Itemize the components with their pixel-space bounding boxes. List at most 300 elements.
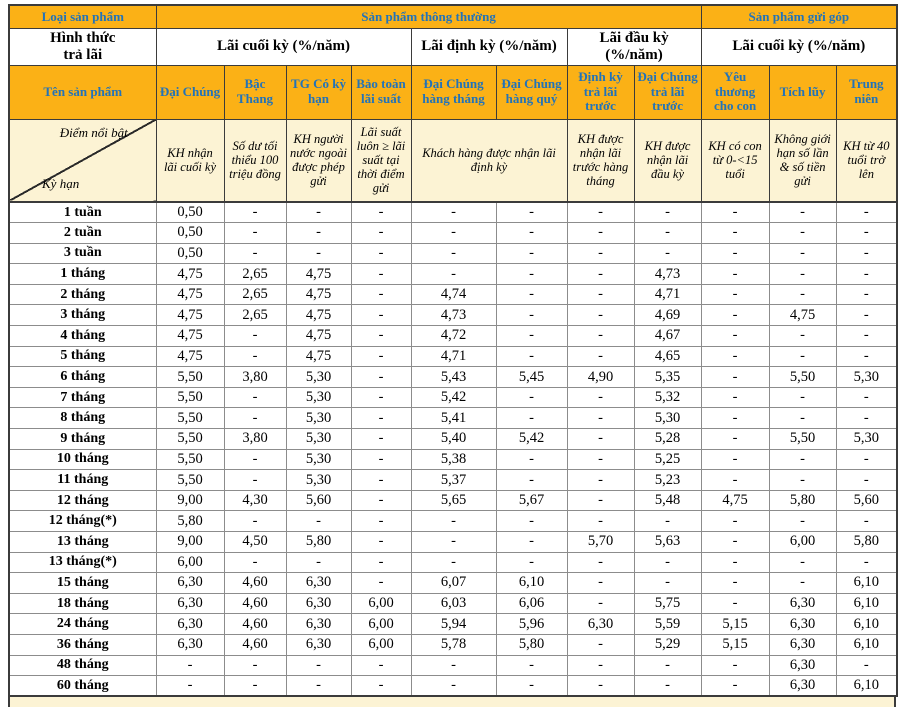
rate-cell: 5,38 [411, 449, 496, 470]
highlight-bao-toan-lai-suat: Lãi suất luôn ≥ lãi suất tại thời điểm gửi [351, 119, 411, 202]
highlight-dai-chung: KH nhận lãi cuối kỳ [156, 119, 224, 202]
rate-cell: - [496, 470, 567, 491]
rate-cell: - [411, 511, 496, 532]
rate-cell: - [496, 223, 567, 244]
rate-cell: 5,65 [411, 490, 496, 511]
rate-cell: 0,50 [156, 202, 224, 223]
table-row [9, 243, 897, 264]
rate-cell: - [836, 264, 897, 285]
term-cell: 12 tháng(*) [9, 511, 156, 532]
rate-cell: - [567, 346, 634, 367]
highlight-dai-chung-tra-lai-truoc: KH được nhận lãi đầu kỳ [634, 119, 701, 202]
rate-cell: 6,10 [836, 634, 897, 655]
rate-cell: 5,78 [411, 634, 496, 655]
rate-cell: - [769, 552, 836, 573]
rate-cell: - [769, 326, 836, 347]
rate-cell: - [567, 511, 634, 532]
rate-cell: - [496, 264, 567, 285]
rate-cell: 2,65 [224, 264, 286, 285]
corner-cell [9, 119, 156, 202]
rate-cell: 4,75 [769, 305, 836, 326]
rate-cell: - [567, 305, 634, 326]
rate-cell: 5,25 [634, 449, 701, 470]
rate-cell: - [411, 223, 496, 244]
rate-cell: - [496, 408, 567, 429]
highlight-lai-dinh-ky: Khách hàng được nhận lãi định kỳ [411, 119, 567, 202]
rate-cell: - [351, 346, 411, 367]
rate-cell: 5,94 [411, 614, 496, 635]
rate-cell: - [411, 202, 496, 223]
term-cell: 3 tháng [9, 305, 156, 326]
rate-cell: 6,30 [769, 614, 836, 635]
rate-cell: - [634, 511, 701, 532]
header-product-type-label: Loại sản phẩm [9, 5, 156, 28]
rate-cell: - [769, 408, 836, 429]
rate-cell: - [701, 284, 769, 305]
rate-cell: 0,50 [156, 223, 224, 244]
rate-cell: 5,50 [769, 367, 836, 388]
rate-cell: - [634, 573, 701, 594]
rate-cell: - [701, 655, 769, 676]
rate-cell: 6,00 [351, 634, 411, 655]
rate-cell: 4,71 [634, 284, 701, 305]
rate-cell: - [286, 223, 351, 244]
rate-cell: - [567, 470, 634, 491]
rate-cell: - [836, 387, 897, 408]
rate-cell: - [351, 676, 411, 697]
rate-cell: - [496, 511, 567, 532]
term-cell: 5 tháng [9, 346, 156, 367]
table-row [9, 326, 897, 347]
header-product-dinh-ky-tra-lai-truoc: Định kỳ trả lãi trước [567, 65, 634, 119]
interest-rate-table [8, 4, 898, 697]
rate-cell: - [769, 284, 836, 305]
rate-cell: - [567, 593, 634, 614]
rate-cell: - [496, 655, 567, 676]
rate-cell: 5,37 [411, 470, 496, 491]
rate-cell: 5,30 [286, 470, 351, 491]
rate-cell: - [701, 326, 769, 347]
rate-cell: 4,73 [634, 264, 701, 285]
rate-cell: - [351, 408, 411, 429]
table-row [9, 511, 897, 532]
rate-cell: - [286, 552, 351, 573]
rate-cell: - [411, 676, 496, 697]
rate-cell: - [411, 655, 496, 676]
rate-cell: - [156, 655, 224, 676]
rate-cell: - [224, 202, 286, 223]
term-cell: 1 tuần [9, 202, 156, 223]
rate-cell: 5,67 [496, 490, 567, 511]
rate-cell: 5,50 [156, 367, 224, 388]
rate-cell: 5,63 [634, 532, 701, 553]
rate-cell: 5,50 [769, 429, 836, 450]
term-cell: 6 tháng [9, 367, 156, 388]
rate-cell: 5,80 [836, 532, 897, 553]
rate-cell: - [836, 408, 897, 429]
rate-cell: - [224, 223, 286, 244]
rate-cell: - [836, 202, 897, 223]
rate-cell: - [224, 449, 286, 470]
term-cell: 15 tháng [9, 573, 156, 594]
rate-cell: - [351, 511, 411, 532]
rate-cell: 5,80 [156, 511, 224, 532]
rate-cell: 5,30 [836, 429, 897, 450]
rate-cell: 4,67 [634, 326, 701, 347]
rate-cell: 5,30 [286, 408, 351, 429]
rate-cell: - [836, 223, 897, 244]
rate-cell: - [351, 284, 411, 305]
rate-cell: 5,23 [634, 470, 701, 491]
rate-cell: 5,45 [496, 367, 567, 388]
rate-cell: - [496, 552, 567, 573]
rate-cell: 4,73 [411, 305, 496, 326]
term-cell: 24 tháng [9, 614, 156, 635]
rate-cell: 6,07 [411, 573, 496, 594]
rate-cell: - [286, 243, 351, 264]
rate-cell: - [351, 243, 411, 264]
table-row [9, 614, 897, 635]
corner-term-label: Kỳ hạn [42, 176, 80, 191]
header-group-periodic: Lãi định kỳ (%/năm) [411, 28, 567, 65]
rate-cell: 4,65 [634, 346, 701, 367]
rate-cell: - [351, 552, 411, 573]
rate-cell: - [567, 634, 634, 655]
table-row [9, 367, 897, 388]
rate-cell: - [496, 387, 567, 408]
table-row [9, 573, 897, 594]
rate-cell: 6,00 [769, 532, 836, 553]
rate-cell: - [351, 305, 411, 326]
rate-cell: 3,80 [224, 429, 286, 450]
rate-cell: - [701, 243, 769, 264]
rate-cell: - [769, 202, 836, 223]
rate-cell: - [496, 676, 567, 697]
header-row-highlights [9, 119, 897, 202]
table-row [9, 284, 897, 305]
header-group-end-of-term: Lãi cuối kỳ (%/năm) [156, 28, 411, 65]
table-row [9, 387, 897, 408]
rate-cell: - [701, 305, 769, 326]
rate-cell: 5,80 [769, 490, 836, 511]
rate-cell: - [701, 264, 769, 285]
rate-cell: 6,30 [286, 634, 351, 655]
rate-cell: - [496, 284, 567, 305]
rate-cell: 5,41 [411, 408, 496, 429]
rate-cell: 6,30 [769, 593, 836, 614]
rate-cell: - [701, 573, 769, 594]
rate-cell: 4,75 [156, 264, 224, 285]
rate-cell: 4,74 [411, 284, 496, 305]
rate-cell: 4,72 [411, 326, 496, 347]
rate-cell: - [567, 676, 634, 697]
rate-cell: - [286, 676, 351, 697]
header-product-dai-chung-hang-thang: Đại Chúng hàng tháng [411, 65, 496, 119]
rate-cell: 6,30 [156, 634, 224, 655]
term-cell: 1 tháng [9, 264, 156, 285]
rate-cell: - [224, 346, 286, 367]
rate-cell: 5,96 [496, 614, 567, 635]
rate-cell: 5,50 [156, 449, 224, 470]
rate-cell: 6,30 [156, 614, 224, 635]
rate-cell: 2,65 [224, 284, 286, 305]
table-row [9, 593, 897, 614]
table-footer-strip [8, 697, 896, 707]
rate-cell: 4,75 [286, 326, 351, 347]
rate-cell: - [351, 470, 411, 491]
rate-cell: - [701, 408, 769, 429]
rate-cell: - [351, 202, 411, 223]
term-cell: 9 tháng [9, 429, 156, 450]
rate-cell: 5,48 [634, 490, 701, 511]
rate-cell: - [567, 387, 634, 408]
rate-cell: - [567, 490, 634, 511]
rate-cell: - [351, 367, 411, 388]
table-row [9, 470, 897, 491]
rate-cell: - [836, 511, 897, 532]
rate-cell: 6,00 [351, 593, 411, 614]
rate-cell: 6,10 [496, 573, 567, 594]
table-row [9, 264, 897, 285]
table-row [9, 223, 897, 244]
rate-cell: 5,30 [634, 408, 701, 429]
rate-cell: 6,06 [496, 593, 567, 614]
table-row [9, 655, 897, 676]
rate-cell: 4,60 [224, 593, 286, 614]
rate-cell: 4,75 [286, 264, 351, 285]
rate-cell: - [567, 552, 634, 573]
rate-cell: - [836, 655, 897, 676]
rate-cell: - [351, 449, 411, 470]
rate-cell: - [701, 511, 769, 532]
rate-cell: - [496, 449, 567, 470]
rate-cell: - [769, 449, 836, 470]
rate-cell: - [351, 490, 411, 511]
rate-cell: 6,30 [769, 655, 836, 676]
rate-cell: - [836, 326, 897, 347]
rate-cell: 5,59 [634, 614, 701, 635]
rate-cell: 6,10 [836, 593, 897, 614]
rate-cell: 9,00 [156, 532, 224, 553]
rate-cell: - [224, 387, 286, 408]
rate-cell: - [769, 223, 836, 244]
rate-table-body [9, 202, 897, 696]
rate-cell: - [634, 676, 701, 697]
term-cell: 36 tháng [9, 634, 156, 655]
header-product-yeu-thuong-cho-con: Yêu thương cho con [701, 65, 769, 119]
rate-cell: - [701, 449, 769, 470]
term-cell: 11 tháng [9, 470, 156, 491]
header-row-product-names [9, 65, 897, 119]
table-row [9, 532, 897, 553]
highlight-bac-thang: Số dư tối thiểu 100 triệu đồng [224, 119, 286, 202]
rate-cell: - [496, 346, 567, 367]
term-cell: 10 tháng [9, 449, 156, 470]
rate-cell: 6,30 [156, 573, 224, 594]
term-cell: 8 tháng [9, 408, 156, 429]
rate-cell: - [224, 511, 286, 532]
rate-cell: 5,30 [286, 367, 351, 388]
rate-cell: 5,43 [411, 367, 496, 388]
rate-cell: 5,50 [156, 408, 224, 429]
rate-cell: - [701, 429, 769, 450]
rate-cell: - [769, 573, 836, 594]
rate-cell: 3,80 [224, 367, 286, 388]
rate-cell: 6,03 [411, 593, 496, 614]
rate-cell: 2,65 [224, 305, 286, 326]
rate-cell: - [769, 243, 836, 264]
rate-cell: 5,50 [156, 470, 224, 491]
rate-cell: - [567, 449, 634, 470]
rate-cell: - [351, 573, 411, 594]
rate-cell: - [411, 552, 496, 573]
rate-cell: 5,15 [701, 614, 769, 635]
header-product-dai-chung-tra-lai-truoc: Đại Chúng trả lãi trước [634, 65, 701, 119]
rate-cell: - [634, 552, 701, 573]
table-row [9, 449, 897, 470]
rate-cell: - [567, 655, 634, 676]
rate-cell: 4,60 [224, 634, 286, 655]
table-row [9, 634, 897, 655]
rate-cell: - [769, 470, 836, 491]
rate-cell: - [567, 326, 634, 347]
table-row [9, 202, 897, 223]
rate-cell: 4,69 [634, 305, 701, 326]
term-cell: 3 tuần [9, 243, 156, 264]
rate-cell: - [351, 429, 411, 450]
rate-cell: 4,30 [224, 490, 286, 511]
rate-cell: - [224, 326, 286, 347]
term-cell: 13 tháng [9, 532, 156, 553]
table-row [9, 676, 897, 697]
term-cell: 2 tháng [9, 284, 156, 305]
table-row [9, 429, 897, 450]
rate-cell: 5,70 [567, 532, 634, 553]
rate-cell: - [836, 470, 897, 491]
rate-cell: 9,00 [156, 490, 224, 511]
rate-cell: 5,40 [411, 429, 496, 450]
rate-cell: 6,30 [769, 634, 836, 655]
rate-cell: - [286, 511, 351, 532]
highlight-dinh-ky-tra-lai-truoc: KH được nhận lãi trước hàng tháng [567, 119, 634, 202]
rate-cell: - [567, 429, 634, 450]
rate-cell: - [701, 346, 769, 367]
rate-cell: 5,29 [634, 634, 701, 655]
rate-cell: 4,75 [156, 326, 224, 347]
rate-cell: - [567, 264, 634, 285]
header-group-end-of-term-savings: Lãi cuối kỳ (%/năm) [701, 28, 897, 65]
rate-cell: 5,60 [836, 490, 897, 511]
header-row-product-type [9, 5, 897, 28]
rate-cell: - [701, 676, 769, 697]
rate-cell: 4,75 [701, 490, 769, 511]
rate-cell: - [224, 243, 286, 264]
table-row [9, 552, 897, 573]
rate-cell: 4,50 [224, 532, 286, 553]
term-cell: 18 tháng [9, 593, 156, 614]
rate-cell: 5,28 [634, 429, 701, 450]
term-cell: 12 tháng [9, 490, 156, 511]
term-cell: 48 tháng [9, 655, 156, 676]
rate-cell: - [701, 367, 769, 388]
rate-cell: 6,10 [836, 573, 897, 594]
highlight-trung-nien: KH từ 40 tuổi trở lên [836, 119, 897, 202]
term-cell: 7 tháng [9, 387, 156, 408]
header-product-name-label: Tên sản phẩm [9, 65, 156, 119]
rate-cell: 6,10 [836, 676, 897, 697]
rate-cell: - [836, 243, 897, 264]
rate-cell: - [567, 284, 634, 305]
header-regular-products: Sản phẩm thông thường [156, 5, 701, 28]
rate-cell: - [701, 470, 769, 491]
rate-cell: - [769, 511, 836, 532]
rate-cell: - [836, 346, 897, 367]
rate-cell: 6,10 [836, 614, 897, 635]
table-row [9, 346, 897, 367]
rate-cell: 4,75 [286, 346, 351, 367]
rate-cell: 6,00 [351, 614, 411, 635]
rate-cell: 5,30 [836, 367, 897, 388]
rate-cell: - [634, 223, 701, 244]
term-cell: 60 tháng [9, 676, 156, 697]
rate-cell: - [769, 387, 836, 408]
highlight-tich-luy: Không giới hạn số lần & số tiền gửi [769, 119, 836, 202]
rate-cell: - [411, 243, 496, 264]
rate-cell: - [411, 532, 496, 553]
rate-cell: - [634, 202, 701, 223]
rate-cell: - [224, 552, 286, 573]
rate-cell: - [836, 552, 897, 573]
rate-cell: 6,00 [156, 552, 224, 573]
rate-cell: - [351, 387, 411, 408]
header-row-payment-form [9, 28, 897, 65]
rate-cell: - [351, 264, 411, 285]
rate-cell: 4,75 [286, 305, 351, 326]
rate-cell: 6,30 [286, 593, 351, 614]
rate-cell: 5,30 [286, 429, 351, 450]
rate-cell: - [836, 284, 897, 305]
rate-cell: - [634, 243, 701, 264]
header-payment-form-label: Hình thức trả lãi [9, 28, 156, 65]
term-cell: 4 tháng [9, 326, 156, 347]
header-group-upfront: Lãi đầu kỳ (%/năm) [567, 28, 701, 65]
rate-cell: - [224, 676, 286, 697]
rate-cell: 6,30 [286, 573, 351, 594]
rate-cell: 4,75 [156, 346, 224, 367]
table-row [9, 490, 897, 511]
rate-cell: 5,15 [701, 634, 769, 655]
rate-cell: 5,42 [496, 429, 567, 450]
rate-cell: - [567, 408, 634, 429]
rate-cell: - [496, 305, 567, 326]
header-product-dai-chung-hang-quy: Đại Chúng hàng quý [496, 65, 567, 119]
rate-cell: 6,30 [286, 614, 351, 635]
rate-cell: - [701, 532, 769, 553]
rate-cell: 0,50 [156, 243, 224, 264]
rate-cell: - [701, 593, 769, 614]
rate-cell: - [286, 655, 351, 676]
rate-cell: - [567, 202, 634, 223]
corner-highlight-label: Điểm nổi bật [59, 124, 128, 140]
rate-cell: 5,60 [286, 490, 351, 511]
rate-cell: 5,30 [286, 449, 351, 470]
rate-cell: 5,50 [156, 387, 224, 408]
rate-cell: - [496, 202, 567, 223]
rate-cell: - [701, 223, 769, 244]
rate-cell: - [701, 552, 769, 573]
rate-cell: - [496, 243, 567, 264]
rate-cell: - [411, 264, 496, 285]
